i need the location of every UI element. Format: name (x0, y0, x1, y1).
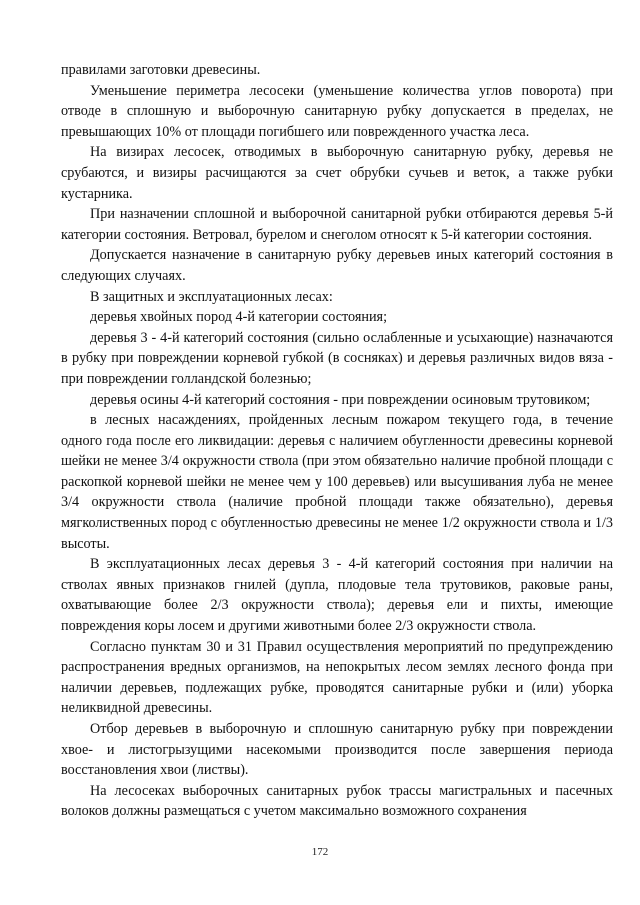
paragraph: При назначении сплошной и выборочной санитарной рубки отбираются деревья 5-й категории состояния. Ветровал, бурелом и снеголом относят к 5-й категории состояния. (61, 206, 613, 243)
paragraph: В защитных и эксплуатационных лесах: (90, 288, 333, 305)
paragraph: правилами заготовки древесины. (61, 62, 261, 78)
paragraph: В эксплуатационных лесах деревья 3 - 4-й категорий состояния при наличии на стволах явных признаков гнилей (дупла, плодовые тела трутовиков, раковые раны, охватывающие более 2/3 окружности ствола); деревья ели и пихты, имеющие повреждения коры лосем и другими животными более 2/3 окружности ствола. (61, 556, 613, 635)
paragraph: в лесных насаждениях, пройденных лесным пожаром текущего года, в течение одного года после его ликвидации: деревья с наличием обугленности древесины корневой шейки не менее 3/4 окружности ствола (при этом обязательно наличие пробной площади с раскопкой корневой шейки не менее чем у 100 деревьев) или высушивания луба не менее 3/4 окружности ствола (наличие пробной площади также обязательно), деревья мягколиственных пород с обугленностью древесины не менее 1/2 окружности ствола и 1/3 высоты. (61, 412, 613, 552)
paragraph: деревья 3 - 4-й категорий состояния (сильно ослабленные и усыхающие) назначаются в рубку при повреждении корневой губкой (в сосняках) и деревья различных видов вяза - при повреждении голландской болезнью; (61, 329, 613, 387)
paragraph: Допускается назначение в санитарную рубку деревьев иных категорий состояния в следующих случаях. (61, 247, 613, 284)
paragraph: деревья хвойных пород 4-й категории состояния; (90, 309, 388, 326)
document-body (61, 60, 613, 822)
paragraph: На лесосеках выборочных санитарных рубок трассы магистральных и пасечных волоков должны размещаться с учетом максимально возможного сохранения (61, 782, 613, 820)
paragraph: Отбор деревьев в выборочную и сплошную санитарную рубку при повреждении хвое- и листогрызущими насекомыми производится после завершения периода восстановления хвои (листвы). (61, 721, 613, 779)
page-number: 172 (311, 846, 329, 858)
paragraph: деревья осины 4-й категорий состояния - при повреждении осиновым трутовиком; (90, 391, 591, 408)
paragraph: Согласно пунктам 30 и 31 Правил осуществления мероприятий по предупреждению распространения вредных организмов, на непокрытых лесом землях лесного фонда при наличии деревьев, подлежащих рубке, проводятся санитарные рубки и (или) уборка неликвидной древесины. (61, 638, 613, 717)
paragraph: Уменьшение периметра лесосеки (уменьшение количества углов поворота) при отводе в сплошную и выборочную санитарную рубку допускается в пределах, не превышающих 10% от площади погибшего или поврежденного участка леса. (61, 82, 613, 140)
paragraph: На визирах лесосек, отводимых в выборочную санитарную рубку, деревья не срубаются, и визиры расчищаются за счет обрубки сучьев и веток, а также рубки кустарника. (61, 144, 613, 202)
